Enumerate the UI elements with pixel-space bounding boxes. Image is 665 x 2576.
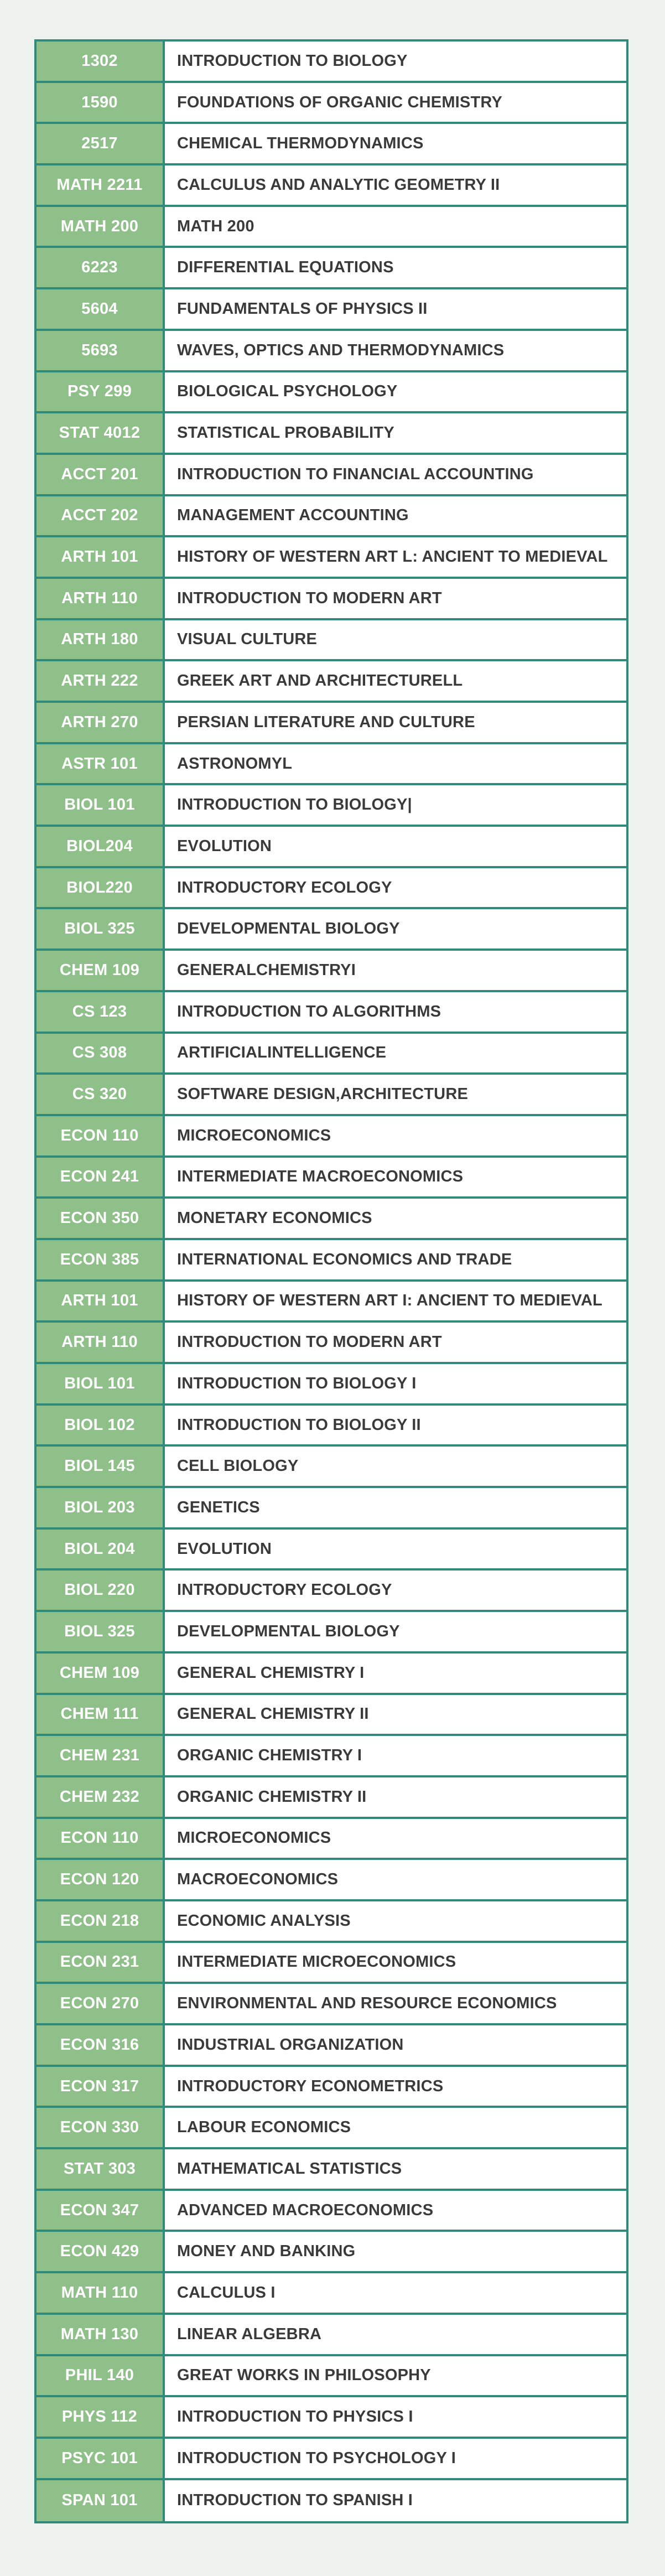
course-code: MATH 200 [37,207,165,246]
course-code: BIOL 101 [37,785,165,825]
table-row [37,703,626,744]
course-code: 6223 [37,248,165,287]
table-row [37,1406,626,1447]
course-code: ECON 231 [37,1943,165,1982]
course-code: PSYC 101 [37,2439,165,2478]
course-code: PHIL 140 [37,2356,165,2396]
table-row [37,579,626,620]
course-title: MONEY AND BANKING [165,2232,626,2271]
course-title: MICROECONOMICS [165,1819,626,1858]
course-table [34,39,628,2523]
course-code: MATH 2211 [37,165,165,205]
table-row [37,1943,626,1984]
course-code: ARTH 110 [37,579,165,618]
course-title: GENERALCHEMISTRYI [165,951,626,990]
course-title: BIOLOGICAL PSYCHOLOGY [165,372,626,412]
course-code: ECON 317 [37,2067,165,2106]
table-row [37,2108,626,2149]
course-title: GREEK ART AND ARCHITECTURELL [165,661,626,701]
table-row [37,992,626,1034]
course-code: ECON 270 [37,1984,165,2023]
course-title: HISTORY OF WESTERN ART I: ANCIENT TO MEDIEVAL [165,1282,626,1321]
table-row [37,951,626,992]
course-title: ARTIFICIALINTELLIGENCE [165,1034,626,1073]
course-code: CHEM 231 [37,1736,165,1775]
table-row [37,1984,626,2025]
table-row [37,2439,626,2480]
course-title: HISTORY OF WESTERN ART L: ANCIENT TO MEDIEVAL [165,537,626,577]
table-row [37,785,626,827]
course-code: CHEM 111 [37,1695,165,1734]
course-title: ASTRONOMYL [165,744,626,784]
course-code: 1590 [37,83,165,122]
course-title: MATH 200 [165,207,626,246]
course-code: ECON 429 [37,2232,165,2271]
course-title: CALCULUS AND ANALYTIC GEOMETRY II [165,165,626,205]
course-title: FUNDAMENTALS OF PHYSICS II [165,289,626,329]
course-code: BIOL 220 [37,1571,165,1610]
table-row [37,207,626,248]
course-title: CALCULUS I [165,2273,626,2313]
table-row [37,2356,626,2398]
course-code: 2517 [37,124,165,163]
table-row [37,868,626,910]
course-code: ARTH 180 [37,620,165,660]
course-code: MATH 110 [37,2273,165,2313]
table-row [37,372,626,414]
course-title: INTRODUCTION TO ALGORITHMS [165,992,626,1032]
course-code: BIOL 325 [37,1612,165,1651]
course-code: ARTH 101 [37,537,165,577]
course-code: BIOL 325 [37,909,165,948]
table-row [37,289,626,331]
course-title: INTERNATIONAL ECONOMICS AND TRADE [165,1240,626,1279]
course-title: INTERMEDIATE MACROECONOMICS [165,1158,626,1197]
table-row [37,1075,626,1116]
course-code: ACCT 202 [37,496,165,536]
table-row [37,620,626,662]
table-row [37,1654,626,1695]
course-code: BIOL 101 [37,1364,165,1403]
table-row [37,1736,626,1777]
course-title: INDUSTRIAL ORGANIZATION [165,2025,626,2065]
course-code: SPAN 101 [37,2480,165,2522]
table-row [37,1488,626,1530]
course-code: ECON 347 [37,2191,165,2230]
course-code: PHYS 112 [37,2397,165,2437]
course-code: ECON 385 [37,1240,165,1279]
table-row [37,744,626,786]
course-code: ARTH 222 [37,661,165,701]
course-code: CS 320 [37,1075,165,1114]
table-row [37,1819,626,1860]
course-code: ARTH 270 [37,703,165,742]
table-row [37,1860,626,1901]
course-title: INTRODUCTION TO BIOLOGY I [165,1364,626,1403]
table-row [37,827,626,868]
table-row [37,1447,626,1488]
table-row [37,165,626,207]
table-row [37,2149,626,2191]
course-code: 5604 [37,289,165,329]
course-code: STAT 4012 [37,413,165,453]
course-title: INTRODUCTION TO SPANISH I [165,2480,626,2522]
table-row [37,496,626,538]
course-code: MATH 130 [37,2315,165,2354]
course-title: FOUNDATIONS OF ORGANIC CHEMISTRY [165,83,626,122]
course-title: INTRODUCTION TO MODERN ART [165,1323,626,1362]
course-title: GENERAL CHEMISTRY II [165,1695,626,1734]
table-row [37,1199,626,1240]
course-code: BIOL 102 [37,1406,165,1445]
table-row [37,537,626,579]
course-title: EVOLUTION [165,827,626,866]
course-code: ARTH 101 [37,1282,165,1321]
table-row [37,1530,626,1571]
table-row [37,2273,626,2315]
table-row [37,1034,626,1075]
course-title: ORGANIC CHEMISTRY I [165,1736,626,1775]
course-title: MICROECONOMICS [165,1116,626,1155]
course-code: ECON 218 [37,1901,165,1941]
table-row [37,124,626,165]
table-row [37,1282,626,1323]
course-code: 5693 [37,331,165,370]
table-row [37,248,626,289]
course-code: ECON 330 [37,2108,165,2147]
table-row [37,1695,626,1737]
course-title: MATHEMATICAL STATISTICS [165,2149,626,2189]
course-title: INTRODUCTION TO BIOLOGY II [165,1406,626,1445]
course-code: PSY 299 [37,372,165,412]
course-title: INTRODUCTION TO PHYSICS I [165,2397,626,2437]
table-row [37,909,626,951]
course-code: BIOL 204 [37,1530,165,1569]
table-row [37,331,626,372]
course-title: DEVELOPMENTAL BIOLOGY [165,1612,626,1651]
course-code: CS 123 [37,992,165,1032]
course-code: BIOL220 [37,868,165,908]
course-code: CHEM 109 [37,951,165,990]
course-code: BIOL 145 [37,1447,165,1486]
course-title: CELL BIOLOGY [165,1447,626,1486]
table-row [37,2397,626,2439]
course-title: EVOLUTION [165,1530,626,1569]
course-code: 1302 [37,42,165,81]
course-code: ARTH 110 [37,1323,165,1362]
course-title: LINEAR ALGEBRA [165,2315,626,2354]
course-title: ENVIRONMENTAL AND RESOURCE ECONOMICS [165,1984,626,2023]
course-title: DEVELOPMENTAL BIOLOGY [165,909,626,948]
course-title: GREAT WORKS IN PHILOSOPHY [165,2356,626,2396]
course-title: WAVES, OPTICS AND THERMODYNAMICS [165,331,626,370]
course-title: STATISTICAL PROBABILITY [165,413,626,453]
course-code: ASTR 101 [37,744,165,784]
course-code: ECON 120 [37,1860,165,1899]
course-title: SOFTWARE DESIGN,ARCHITECTURE [165,1075,626,1114]
table-row [37,1612,626,1654]
course-code: BIOL 203 [37,1488,165,1527]
table-row [37,1240,626,1282]
course-title: GENERAL CHEMISTRY I [165,1654,626,1693]
course-code: CS 308 [37,1034,165,1073]
table-row [37,413,626,455]
course-code: CHEM 232 [37,1777,165,1817]
table-row [37,42,626,83]
course-code: BIOL204 [37,827,165,866]
table-row [37,2191,626,2232]
course-title: MANAGEMENT ACCOUNTING [165,496,626,536]
course-title: INTRODUCTION TO BIOLOGY [165,42,626,81]
table-row [37,1364,626,1406]
course-code: ECON 241 [37,1158,165,1197]
table-row [37,1158,626,1199]
course-title: VISUAL CULTURE [165,620,626,660]
course-title: INTERMEDIATE MICROECONOMICS [165,1943,626,1982]
course-code: ECON 350 [37,1199,165,1238]
course-title: CHEMICAL THERMODYNAMICS [165,124,626,163]
course-title: ADVANCED MACROECONOMICS [165,2191,626,2230]
table-row [37,1777,626,1819]
course-title: INTRODUCTORY ECONOMETRICS [165,2067,626,2106]
table-row [37,83,626,125]
course-title: MONETARY ECONOMICS [165,1199,626,1238]
table-row [37,2315,626,2356]
course-code: ACCT 201 [37,455,165,494]
course-title: INTRODUCTION TO PSYCHOLOGY I [165,2439,626,2478]
course-code: ECON 110 [37,1116,165,1155]
course-title: INTRODUCTORY ECOLOGY [165,1571,626,1610]
table-row [37,2067,626,2108]
course-title: ECONOMIC ANALYSIS [165,1901,626,1941]
course-title: PERSIAN LITERATURE AND CULTURE [165,703,626,742]
course-title: LABOUR ECONOMICS [165,2108,626,2147]
table-row [37,2232,626,2273]
table-row [37,2025,626,2067]
table-row [37,455,626,496]
course-code: CHEM 109 [37,1654,165,1693]
table-row [37,661,626,703]
course-code: ECON 110 [37,1819,165,1858]
course-title: ORGANIC CHEMISTRY II [165,1777,626,1817]
table-row [37,2480,626,2522]
course-title: INTRODUCTION TO MODERN ART [165,579,626,618]
course-title: DIFFERENTIAL EQUATIONS [165,248,626,287]
course-title: INTRODUCTORY ECOLOGY [165,868,626,908]
table-row [37,1323,626,1364]
table-row [37,1901,626,1943]
course-title: INTRODUCTION TO BIOLOGY| [165,785,626,825]
course-code: STAT 303 [37,2149,165,2189]
course-title: MACROECONOMICS [165,1860,626,1899]
table-row [37,1116,626,1158]
course-code: ECON 316 [37,2025,165,2065]
table-row [37,1571,626,1612]
course-title: INTRODUCTION TO FINANCIAL ACCOUNTING [165,455,626,494]
course-title: GENETICS [165,1488,626,1527]
